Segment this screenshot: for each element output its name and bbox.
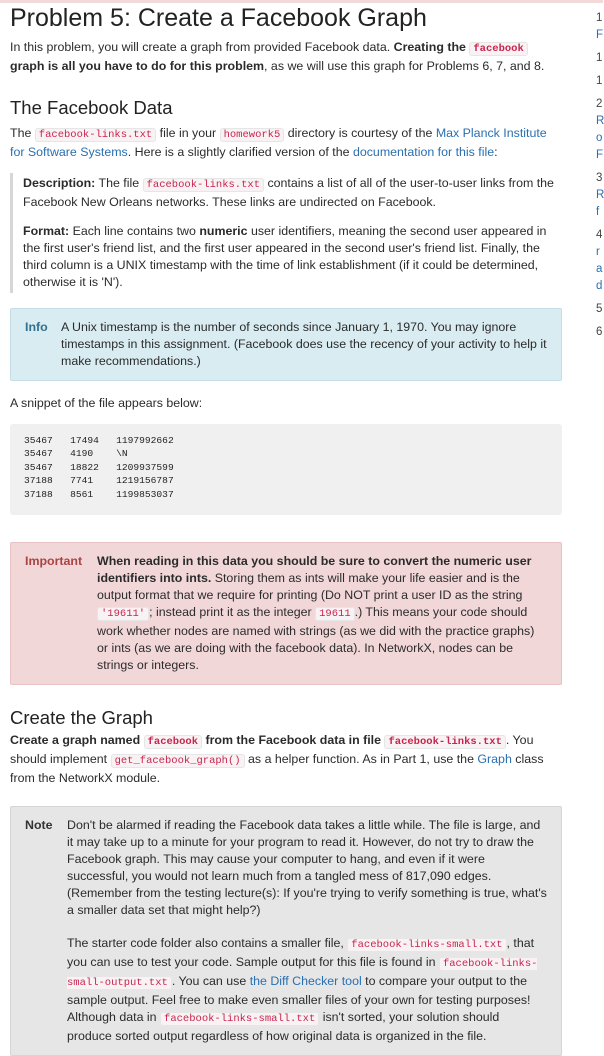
link-documentation[interactable]: documentation for this file: [352, 145, 495, 159]
format-bold: numeric: [199, 224, 248, 238]
link-diff-checker[interactable]: the Diff Checker tool: [249, 974, 362, 988]
important-bold: When reading in this data you should be sure to convert the numeric user identifiers into ints.: [97, 554, 532, 585]
note-paragraph-2: [67, 935, 547, 1045]
text: as a helper function. As in Part 1, use the: [244, 752, 478, 766]
info-tag: Info: [25, 320, 48, 334]
intro-bold-1: Creating the: [393, 40, 470, 54]
link-max-planck[interactable]: Max Planck Institute for Software Systems: [10, 126, 547, 159]
snippet-intro: A snippet of the file appears below:: [10, 396, 203, 410]
note-callout: [10, 806, 562, 1056]
data-paragraph: [10, 125, 562, 161]
note-tag: Note: [25, 818, 53, 832]
toc-fragment[interactable]: 2: [596, 98, 603, 110]
description-paragraph: [23, 175, 562, 211]
important-callout: [10, 542, 562, 685]
text: :: [494, 145, 498, 159]
text: , that you can use to test your code. Sample output for this file is found in: [67, 936, 535, 969]
toc-fragment[interactable]: o: [596, 132, 603, 144]
toc-fragment[interactable]: 6: [596, 326, 603, 338]
note-paragraph-1: Don't be alarmed if reading the Facebook data takes a little while. The file is large, and it may take up to a minute for your program to read it. However, do not try to draw the Facebook graph. This may cause your computer to hang, and even if it were successful, you would not learn much from a tangled mess of 817,090 edges. (Remember from the testing lecture(s): If you're trying to verify something is true, what's a smaller data set that might help?): [67, 818, 547, 917]
text: file in your: [156, 126, 220, 140]
text: . You should implement: [10, 733, 534, 766]
toc-fragment[interactable]: F: [596, 29, 604, 41]
text: The file: [95, 176, 143, 190]
bold-text: from the Facebook data in file: [202, 733, 385, 747]
format-paragraph: [23, 223, 562, 291]
info-callout: [10, 308, 562, 381]
text: ; instead print it as the integer: [149, 605, 316, 619]
intro-paragraph: [10, 39, 562, 75]
code-homework5: homework5: [220, 128, 285, 142]
section-heading-facebook-data: The Facebook Data: [10, 97, 173, 118]
toc-fragment[interactable]: r: [596, 246, 600, 258]
code-facebook-links: facebook-links.txt: [143, 178, 264, 192]
toc-fragment[interactable]: R: [596, 189, 604, 201]
code-facebook: facebook: [469, 42, 527, 56]
main-content: [10, 0, 562, 1056]
toc-fragment[interactable]: 1: [596, 52, 603, 64]
intro-bold-2: graph is all you have to do for this problem: [10, 59, 265, 73]
code-small-file: facebook-links-small.txt: [160, 1012, 319, 1026]
table-of-contents-sidebar: [592, 0, 603, 1024]
toc-fragment[interactable]: f: [596, 206, 600, 218]
toc-fragment[interactable]: 4: [596, 229, 603, 241]
important-text: [97, 553, 547, 674]
text: contains a list of all of the user-to-user links from the Facebook New Orleans networks. These links are undirected on Facebook.: [23, 176, 554, 209]
note-body: [67, 817, 547, 1045]
file-snippet: 35467 17494 1197992662 35467 4190 \N 35467 18822 1209937599 37188 7741 1219156787 37188 8561 1199853037: [10, 424, 562, 515]
toc-fragment[interactable]: 3: [596, 172, 603, 184]
text: to compare your output to the sample output. Feel free to make even smaller files of your own for testing purposes! Although data in: [67, 974, 531, 1024]
code-facebook: facebook: [144, 735, 202, 749]
text: Storing them as ints will make your life easier and is the output format that we require for printing (Do NOT print a user ID as the string: [97, 571, 523, 602]
text: . You can use: [171, 974, 250, 988]
code-get-facebook-graph: get_facebook_graph(): [111, 754, 245, 768]
code-facebook-links: facebook-links.txt: [384, 735, 505, 749]
code-small-file: facebook-links-small.txt: [347, 938, 506, 952]
toc-fragment[interactable]: a: [596, 263, 603, 275]
format-label: Format:: [23, 224, 70, 238]
page-title: Problem 5: Create a Facebook Graph: [10, 4, 427, 32]
toc-fragment[interactable]: d: [596, 280, 603, 292]
text: directory is courtesy of the: [284, 126, 436, 140]
text: Each line contains two: [69, 224, 200, 238]
text: The starter code folder also contains a smaller file,: [67, 936, 348, 950]
code-int-id: 19611: [315, 607, 355, 621]
text: isn't sorted, your solution should produce sorted output regardless of how original data is organized in the file.: [67, 1010, 500, 1043]
description-label: Description:: [23, 176, 96, 190]
code-string-id: '19611': [97, 607, 149, 621]
text: class from the NetworkX module.: [10, 752, 544, 785]
info-text: A Unix timestamp is the number of seconds since January 1, 1970. You may ignore timestamps in this assignment. (Facebook does use the recency of your activity to help it make recommendations.): [61, 320, 547, 368]
toc-fragment[interactable]: F: [596, 149, 604, 161]
intro-text-2: , as we will use this graph for Problems 6, 7, and 8.: [264, 59, 545, 73]
section-heading-create-graph: Create the Graph: [10, 707, 153, 728]
text: user identifiers, meaning the second user appeared in the first user's friend list, and the first user appeared in the second user's friend list. Finally, the third column is a UNIX timestamp with the time of link establishment (if it could be determined, otherwise it is 'N').: [23, 224, 547, 289]
toc-fragment[interactable]: 5: [596, 303, 603, 315]
text: The: [10, 126, 35, 140]
text: .) This means your code should work whether nodes are named with strings (as we did with the practice graphs) or ints (as we are doing with the facebook data). In NetworkX, nodes can be strings or integers.: [97, 605, 535, 672]
important-tag: Important: [25, 554, 83, 568]
text: . Here is a slightly clarified version of the: [127, 145, 353, 159]
description-blockquote: [10, 173, 562, 293]
toc-fragment[interactable]: 1: [596, 12, 603, 24]
code-facebook-links: facebook-links.txt: [35, 128, 156, 142]
code-small-output-file: facebook-links-small-output.txt: [67, 958, 538, 989]
bold-text: Create a graph named: [10, 733, 144, 747]
intro-text: In this problem, you will create a graph from provided Facebook data.: [10, 40, 394, 54]
link-graph-class[interactable]: Graph: [477, 752, 512, 766]
toc-fragment[interactable]: R: [596, 115, 604, 127]
toc-fragment[interactable]: 1: [596, 75, 603, 87]
create-paragraph: [10, 732, 562, 787]
